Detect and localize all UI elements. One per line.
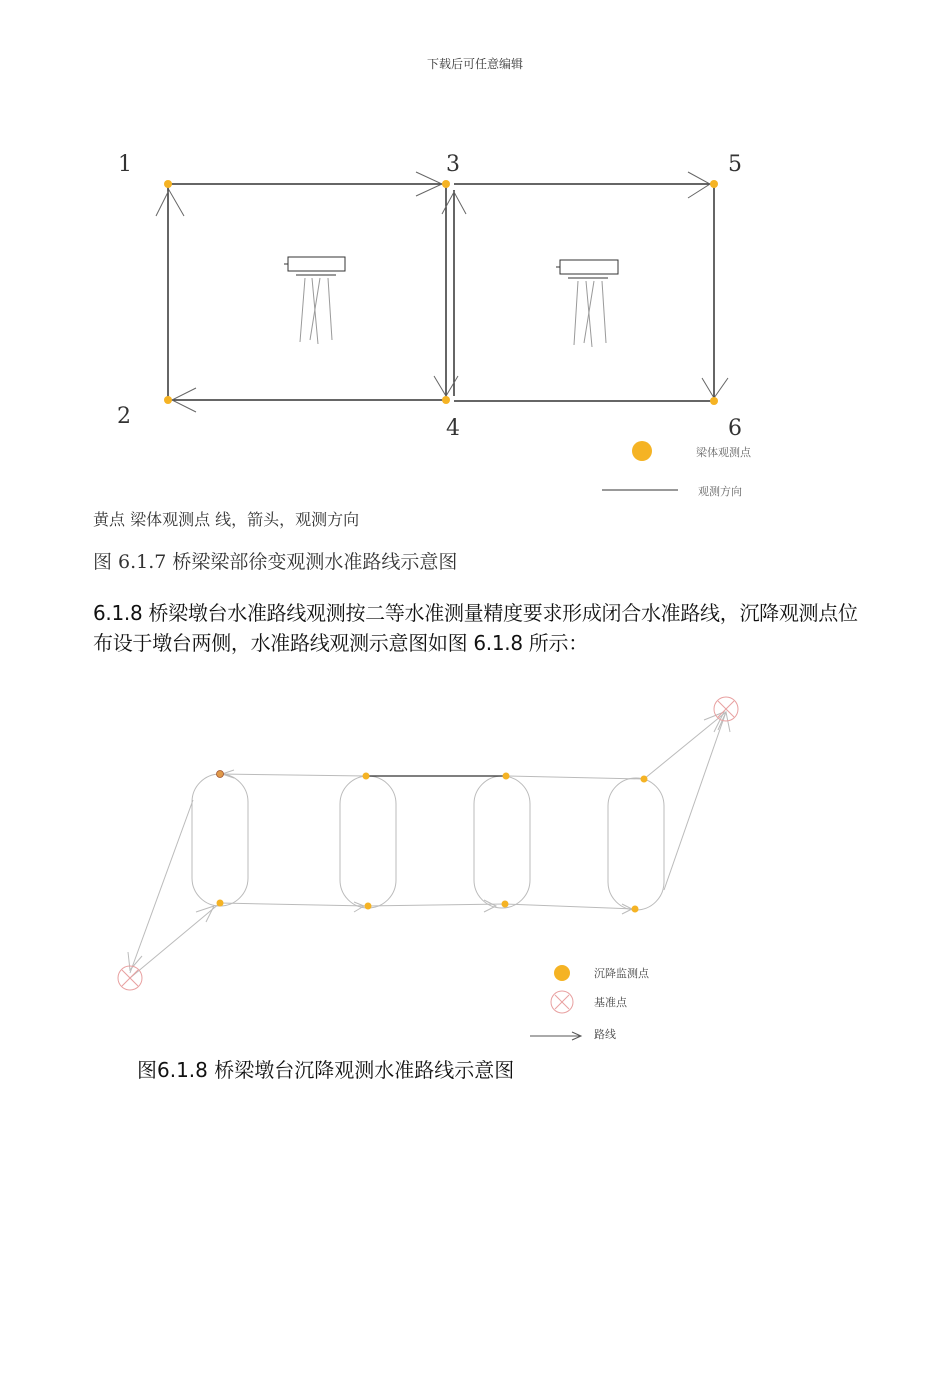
legend-route-label: 路线 xyxy=(594,1028,616,1041)
level-instrument-icon xyxy=(284,257,345,344)
route-line xyxy=(644,712,726,779)
arrow-down-icon xyxy=(702,378,728,398)
point-label-3: 3 xyxy=(446,152,460,177)
route-line xyxy=(130,800,193,973)
pier-outline xyxy=(608,778,664,910)
legend-benchmark-label: 基准点 xyxy=(594,996,627,1009)
observation-point xyxy=(442,180,450,188)
settlement-point xyxy=(503,773,510,780)
legend-point-label: 梁体观测点 xyxy=(696,446,751,459)
settlement-point xyxy=(217,771,224,778)
observation-point xyxy=(442,396,450,404)
level-instrument-icon xyxy=(556,260,618,347)
arrow-right-icon xyxy=(688,172,710,198)
pier-outline xyxy=(340,776,396,908)
settlement-point xyxy=(363,773,370,780)
legend-point-icon xyxy=(632,441,652,461)
legend-benchmark-icon xyxy=(551,991,573,1013)
arrow-icon xyxy=(484,900,496,912)
settlement-point xyxy=(641,776,648,783)
settlement-point xyxy=(632,906,639,913)
settlement-point xyxy=(217,900,224,907)
figure2-caption: 图6.1.8 桥梁墩台沉降观测水准路线示意图 xyxy=(137,1058,515,1082)
arrow-icon xyxy=(196,906,214,922)
legend-line-label: 观测方向 xyxy=(698,485,742,498)
settlement-point xyxy=(365,903,372,910)
settlement-point xyxy=(502,901,509,908)
route-line xyxy=(506,776,644,779)
point-label-5: 5 xyxy=(728,152,742,177)
figure1-note: 黄点 梁体观测点 线，箭头，观测方向 xyxy=(93,510,360,529)
point-label-1: 1 xyxy=(118,152,132,177)
benchmark-icon xyxy=(714,697,738,721)
route-line xyxy=(130,903,220,978)
route-line xyxy=(505,904,635,909)
point-label-6: 6 xyxy=(728,416,742,441)
route-line xyxy=(664,712,726,890)
point-label-2: 2 xyxy=(117,404,131,429)
observation-point xyxy=(710,180,718,188)
route-line xyxy=(368,904,505,906)
observation-point xyxy=(164,396,172,404)
legend-point-icon xyxy=(554,965,570,981)
creep-route-diagram xyxy=(0,140,950,510)
observation-point xyxy=(164,180,172,188)
pier-settlement-route-diagram xyxy=(0,690,950,1050)
route-line xyxy=(220,774,366,776)
pier-outline xyxy=(192,774,248,906)
point-label-4: 4 xyxy=(446,416,460,441)
body-paragraph: 6.1.8 桥梁墩台水准路线观测按二等水准测量精度要求形成闭合水准路线，沉降观测点位布设于墩台两侧，水准路线观测示意图如图 6.1.8 所示： xyxy=(93,601,858,655)
figure1-caption: 图 6.1.7 桥梁梁部徐变观测水准路线示意图 xyxy=(93,551,458,573)
arrow-up-icon xyxy=(156,190,184,216)
legend-point-label: 沉降监测点 xyxy=(594,967,649,980)
page-header: 下载后可任意编辑 xyxy=(426,57,523,71)
pier-outline xyxy=(474,776,530,908)
observation-point xyxy=(710,397,718,405)
route-line xyxy=(220,903,368,906)
